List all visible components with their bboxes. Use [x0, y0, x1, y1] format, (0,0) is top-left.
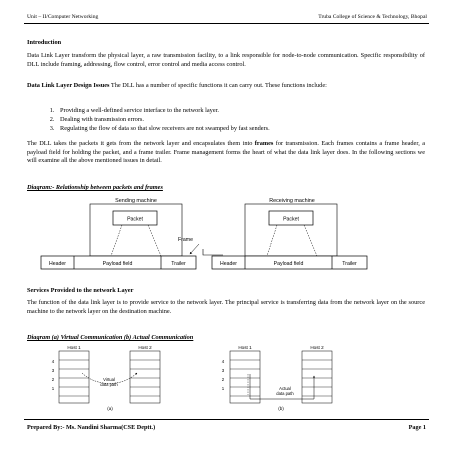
- dll-paragraph: The DLL takes the packets it gets from the network layer and encapsulates them into frames for transmission. Each frames contains a frame header, a payload field for holding the packet, and a frame trailer. Frame management forms the heart of what the data link layer does. In the following sections we will examine all the above mentioned issues in detail.: [27, 140, 425, 165]
- packets-frames-diagram: [27, 196, 427, 276]
- diagram1-heading: Diagram:- Relationship between packets and frames: [27, 184, 163, 191]
- intro-paragraph: Data Link Layer transform the physical layer, a raw transmission facility, to a link responsible for node-to-node communication. Specific responsibility of DLL include framing, addressing, flow control, error control and media access control.: [27, 52, 425, 68]
- trailer-label: Trailer: [171, 261, 186, 267]
- list-item: 1. Providing a well-defined service interface to the network layer.: [56, 106, 446, 115]
- host2-stack: [302, 351, 332, 403]
- host1-label: Host 1: [67, 345, 81, 350]
- list-item: 3. Regulating the flow of data so that slow receivers are not swamped by fast senders.: [56, 124, 446, 133]
- caption-b: (b): [278, 406, 284, 411]
- header-label: Header: [219, 261, 238, 267]
- trailer-label: Trailer: [342, 261, 357, 267]
- running-header-right: Truba College of Science & Technology, Bhopal: [318, 14, 427, 20]
- host1-stack: [59, 351, 89, 403]
- design-issues-paragraph: [27, 82, 425, 91]
- layer-number: 1: [51, 386, 55, 391]
- footer-author: Prepared By:- Ms. Nandini Sharma(CSE Deptt.): [27, 424, 156, 431]
- services-heading: Services Provided to the network Layer: [27, 287, 134, 294]
- receiving-packet-label: Packet: [283, 216, 299, 223]
- host2-label: Host 2: [310, 345, 324, 350]
- footer-rule: [24, 419, 429, 420]
- design-issues-body: The DLL has a number of specific functions it can carry out. These functions include:: [109, 82, 327, 89]
- frame-bracket: [203, 249, 223, 255]
- intro-heading: Introduction: [27, 39, 62, 46]
- header-rule: [24, 23, 429, 24]
- layer-number: 2: [221, 377, 225, 382]
- sending-packet-label: Packet: [127, 216, 143, 223]
- host1-label: Host 1: [238, 345, 252, 350]
- sending-machine-label: Sending machine: [115, 198, 157, 204]
- host2-stack: [130, 351, 160, 403]
- services-paragraph: The function of the data link layer is to provide service to the network layer. The principal service is transferring data from the network layer on the source machine to the network layer on the destination machine.: [27, 299, 425, 315]
- functions-list: [27, 106, 446, 133]
- layer-number: 2: [51, 377, 55, 382]
- virtual-actual-communication-diagram: [27, 343, 427, 415]
- host2-label: Host 2: [138, 345, 152, 350]
- caption-a: (a): [107, 406, 113, 411]
- actual-path-label: data path: [276, 391, 294, 396]
- payload-label: Payload field: [102, 261, 133, 267]
- running-header-left: Unit – II/Computer Networking: [27, 14, 99, 20]
- list-item: 2. Dealing with transmission errors.: [56, 115, 446, 124]
- diagram2-heading: Diagram (a) Virtual Communication (b) Actual Communication: [27, 334, 194, 341]
- actual-path-label: Actual: [279, 386, 291, 391]
- layer-number: 4: [221, 359, 225, 364]
- frames-term: frames: [254, 140, 274, 147]
- layer-number: 3: [221, 368, 225, 373]
- virtual-path-label: Virtual: [103, 377, 115, 382]
- page-number: Page 1: [408, 424, 426, 431]
- layer-number: 1: [221, 386, 225, 391]
- layer-number: 3: [51, 368, 55, 373]
- receiving-machine-label: Receiving machine: [269, 198, 315, 204]
- host1-stack: [230, 351, 260, 403]
- virtual-path-label: data path: [100, 382, 118, 387]
- layer-number: 4: [51, 359, 55, 364]
- frame-label: Frame: [178, 237, 193, 243]
- payload-label: Payload field: [273, 261, 304, 267]
- design-issues-heading: Data Link Layer Design Issues: [27, 82, 110, 89]
- header-label: Header: [48, 261, 67, 267]
